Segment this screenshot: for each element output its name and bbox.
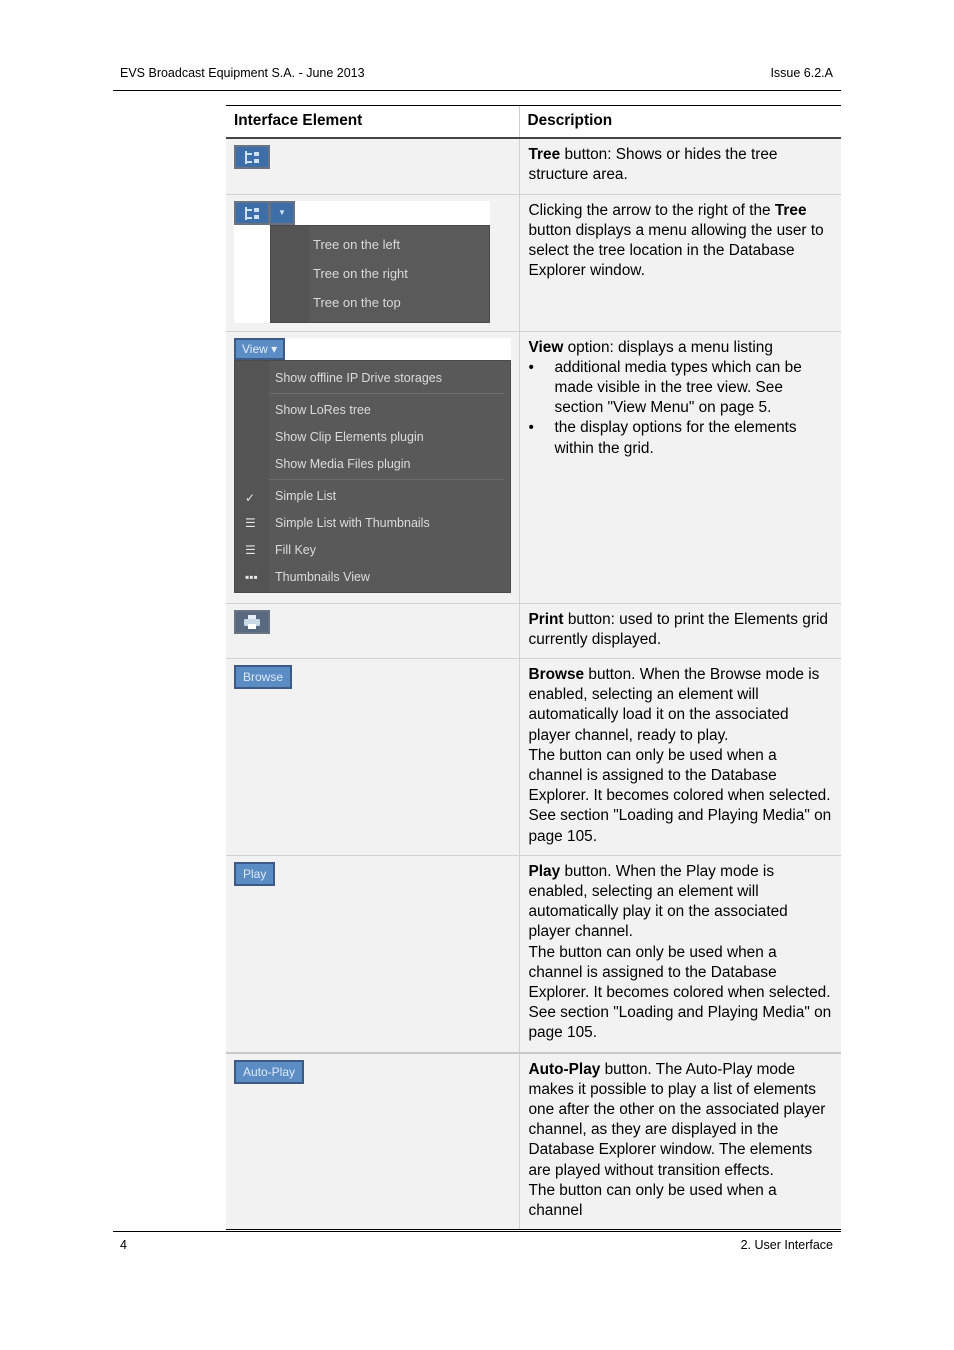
dropdown-arrow-icon: ▼ (278, 207, 286, 217)
header-rule (113, 90, 841, 91)
play-text-2: The button can only be used when a channel is assigned to the Database Explorer. It becomes colored when selected. (528, 943, 831, 1002)
view-bullet-2: • the display options for the elements within the grid. (529, 418, 834, 458)
tree-menu-term: Tree (774, 201, 807, 219)
menu-separator (269, 479, 504, 480)
description-cell (519, 1053, 841, 1230)
print-button[interactable] (234, 610, 270, 634)
view-menu (234, 360, 511, 593)
description-cell (519, 194, 841, 331)
tree-button[interactable] (234, 145, 270, 169)
footer-rule (113, 1231, 841, 1232)
tree-icon (245, 207, 261, 220)
play-text-1: button. When the Play mode is enabled, selecting an element will automatically play it on the associated player channel. (528, 862, 788, 941)
description-cell (519, 331, 841, 603)
tree-menu-text-post: button displays a menu allowing the user to select the tree location in the Database Explorer window. (528, 221, 824, 280)
description-cell (519, 855, 841, 1052)
table-row (226, 603, 841, 658)
tree-dropdown-button[interactable] (269, 201, 295, 225)
tree-menu-text-pre: Clicking the arrow to the right of the (528, 201, 775, 219)
autoplay-button[interactable]: Auto-Play (234, 1060, 304, 1084)
view-term: View (528, 338, 564, 356)
menu-item-lores-tree[interactable]: Show LoRes tree (275, 402, 371, 417)
table-row (226, 659, 841, 856)
menu-item-fill-key[interactable]: Fill Key (275, 542, 316, 557)
print-icon (242, 614, 262, 630)
view-button[interactable]: View ▾ (234, 338, 285, 360)
table-row (226, 194, 841, 331)
element-cell (226, 659, 519, 856)
description-cell (519, 138, 841, 194)
autoplay-text-2: The button can only be used when a channel (528, 1181, 777, 1220)
checkmark-icon: ✓ (245, 490, 256, 505)
menu-item-tree-right[interactable]: Tree on the right (313, 265, 408, 281)
menu-item-offline-ip[interactable]: Show offline IP Drive storages (275, 370, 442, 385)
element-cell (226, 138, 519, 194)
table-row (226, 855, 841, 1052)
tree-menu-screenshot (234, 201, 490, 323)
view-text: option: displays a menu listing (563, 338, 773, 356)
print-text: button: used to print the Elements grid currently displayed. (528, 610, 828, 648)
element-cell (226, 194, 519, 331)
tree-button[interactable] (234, 201, 270, 225)
menu-item-tree-top[interactable]: Tree on the top (313, 294, 401, 310)
element-cell (226, 855, 519, 1052)
view-bullet-1: • additional media types which can be made visible in the tree view. See section "View Menu" on page 5. (529, 358, 834, 419)
col-header-element: Interface Element (226, 106, 519, 139)
footer-section: 2. User Interface (740, 1238, 833, 1252)
table-row (226, 1053, 841, 1230)
browse-term: Browse (528, 666, 585, 684)
view-menu-screenshot (234, 338, 511, 593)
element-cell (226, 1053, 519, 1230)
table-row (226, 331, 841, 603)
table-row (226, 138, 841, 194)
header-right: Issue 6.2.A (770, 66, 833, 80)
interface-table (226, 105, 841, 1230)
tree-icon (245, 151, 261, 164)
description-cell (519, 603, 841, 658)
menu-item-thumbnails-view[interactable]: Thumbnails View (275, 569, 370, 584)
print-term: Print (528, 610, 564, 628)
browse-button[interactable]: Browse (234, 665, 292, 689)
menu-item-media-files[interactable]: Show Media Files plugin (275, 456, 411, 471)
tree-location-menu (270, 225, 490, 323)
col-header-description: Description (519, 106, 841, 139)
browse-text-2: The button can only be used when a channel is assigned to the Database Explorer. It becomes colored when selected. (528, 746, 831, 805)
tree-term: Tree (528, 146, 561, 164)
table-header-row (226, 106, 841, 139)
browse-text-1: button. When the Browse mode is enabled, selecting an element will automatically load it on the associated player channel, ready to play. (528, 666, 820, 744)
menu-item-simple-list[interactable]: Simple List (275, 488, 337, 503)
list-icon: ☰ (245, 515, 256, 530)
element-cell (226, 603, 519, 658)
menu-separator (269, 393, 504, 394)
list-icon: ☰ (245, 542, 256, 557)
description-cell (519, 659, 841, 856)
header-left: EVS Broadcast Equipment S.A. - June 2013 (120, 66, 365, 80)
element-cell (226, 331, 519, 603)
autoplay-term: Auto-Play (528, 1060, 601, 1078)
tree-text: button: Shows or hides the tree structure area. (528, 146, 778, 184)
browse-text-3: See section "Loading and Playing Media" on page 105. (528, 807, 832, 845)
menu-item-tree-left[interactable]: Tree on the left (313, 236, 400, 252)
menu-item-simple-list-thumbs[interactable]: Simple List with Thumbnails (275, 515, 430, 530)
page-number: 4 (120, 1238, 127, 1252)
autoplay-text-1: button. The Auto-Play mode makes it possible to play a list of elements one after the other on the associated player channel, as they are displayed in the Database Explorer window. The elements are played without transition effects. (528, 1060, 826, 1179)
menu-item-clip-elements[interactable]: Show Clip Elements plugin (275, 429, 424, 444)
grid-icon: ▪▪▪ (245, 569, 258, 584)
play-term: Play (528, 862, 561, 880)
play-text-3: See section "Loading and Playing Media" on page 105. (528, 1004, 832, 1042)
play-button[interactable]: Play (234, 862, 275, 886)
